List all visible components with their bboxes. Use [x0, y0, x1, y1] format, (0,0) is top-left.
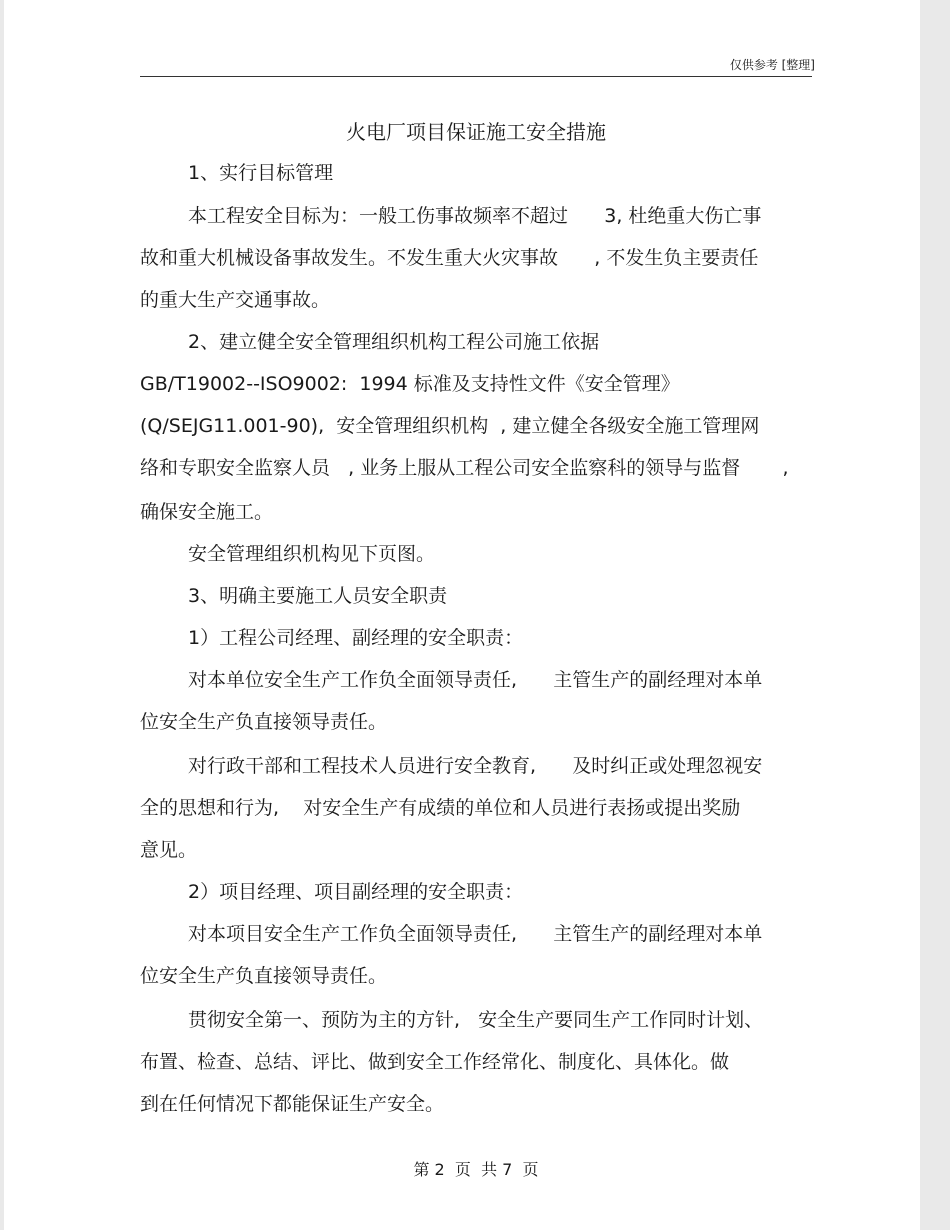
paragraph-line: 意见。: [140, 839, 198, 861]
paragraph-line: 本工程安全目标为：一般工伤事故频率不超过 3, 杜绝重大伤亡事: [188, 205, 762, 227]
paragraph-line: 对行政干部和工程技术人员进行安全教育, 及时纠正或处理忽视安: [188, 755, 763, 777]
paragraph-line: 确保安全施工。: [140, 501, 274, 523]
paragraph-line: 对本单位安全生产工作负全面领导责任, 主管生产的副经理对本单: [188, 669, 763, 691]
paragraph-line: 对本项目安全生产工作负全面领导责任, 主管生产的副经理对本单: [188, 923, 763, 945]
header-note: 仅供参考 [整理]: [729, 58, 815, 72]
paragraph-line: (Q/SEJG11.001-90), 安全管理组织机构 , 建立健全各级安全施工管理网: [140, 415, 760, 437]
paragraph-line: GB/T19002--ISO9002: 1994 标准及支持性文件《安全管理》: [140, 373, 680, 395]
paragraph-line: 位安全生产负直接领导责任。: [140, 965, 388, 987]
paragraph-line: 故和重大机械设备事故发生。不发生重大火灾事故 , 不发生负主要责任: [140, 247, 759, 269]
section-heading: 1、实行目标管理: [188, 162, 334, 184]
header-rule: [140, 76, 812, 77]
section-heading: 3、明确主要施工人员安全职责: [188, 585, 448, 607]
subsection-heading: 2）项目经理、项目副经理的安全职责：: [188, 881, 524, 903]
paragraph-line: 位安全生产负直接领导责任。: [140, 711, 388, 733]
subsection-heading: 1）工程公司经理、副经理的安全职责：: [188, 627, 524, 649]
paragraph-line: 布置、检查、总结、评比、做到安全工作经常化、制度化、具体化。做: [140, 1051, 730, 1073]
paragraph-line: 到在任何情况下都能保证生产安全。: [140, 1093, 445, 1115]
page-footer: 第 2 页 共 7 页: [413, 1160, 539, 1179]
document-title: 火电厂项目保证施工安全措施: [346, 120, 606, 144]
paragraph-line: 的重大生产交通事故。: [140, 289, 331, 311]
paragraph-line: 络和专职安全监察人员 , 业务上服从工程公司安全监察科的领导与监督 ,: [140, 457, 789, 479]
paragraph-line: 贯彻安全第一、预防为主的方针, 安全生产要同生产工作同时计划、: [188, 1009, 764, 1031]
document-page: [4, 0, 920, 1230]
paragraph-line: 安全管理组织机构见下页图。: [188, 543, 436, 565]
section-heading: 2、建立健全安全管理组织机构工程公司施工依据: [188, 331, 600, 353]
paragraph-line: 全的思想和行为, 对安全生产有成绩的单位和人员进行表扬或提出奖励: [140, 797, 741, 819]
